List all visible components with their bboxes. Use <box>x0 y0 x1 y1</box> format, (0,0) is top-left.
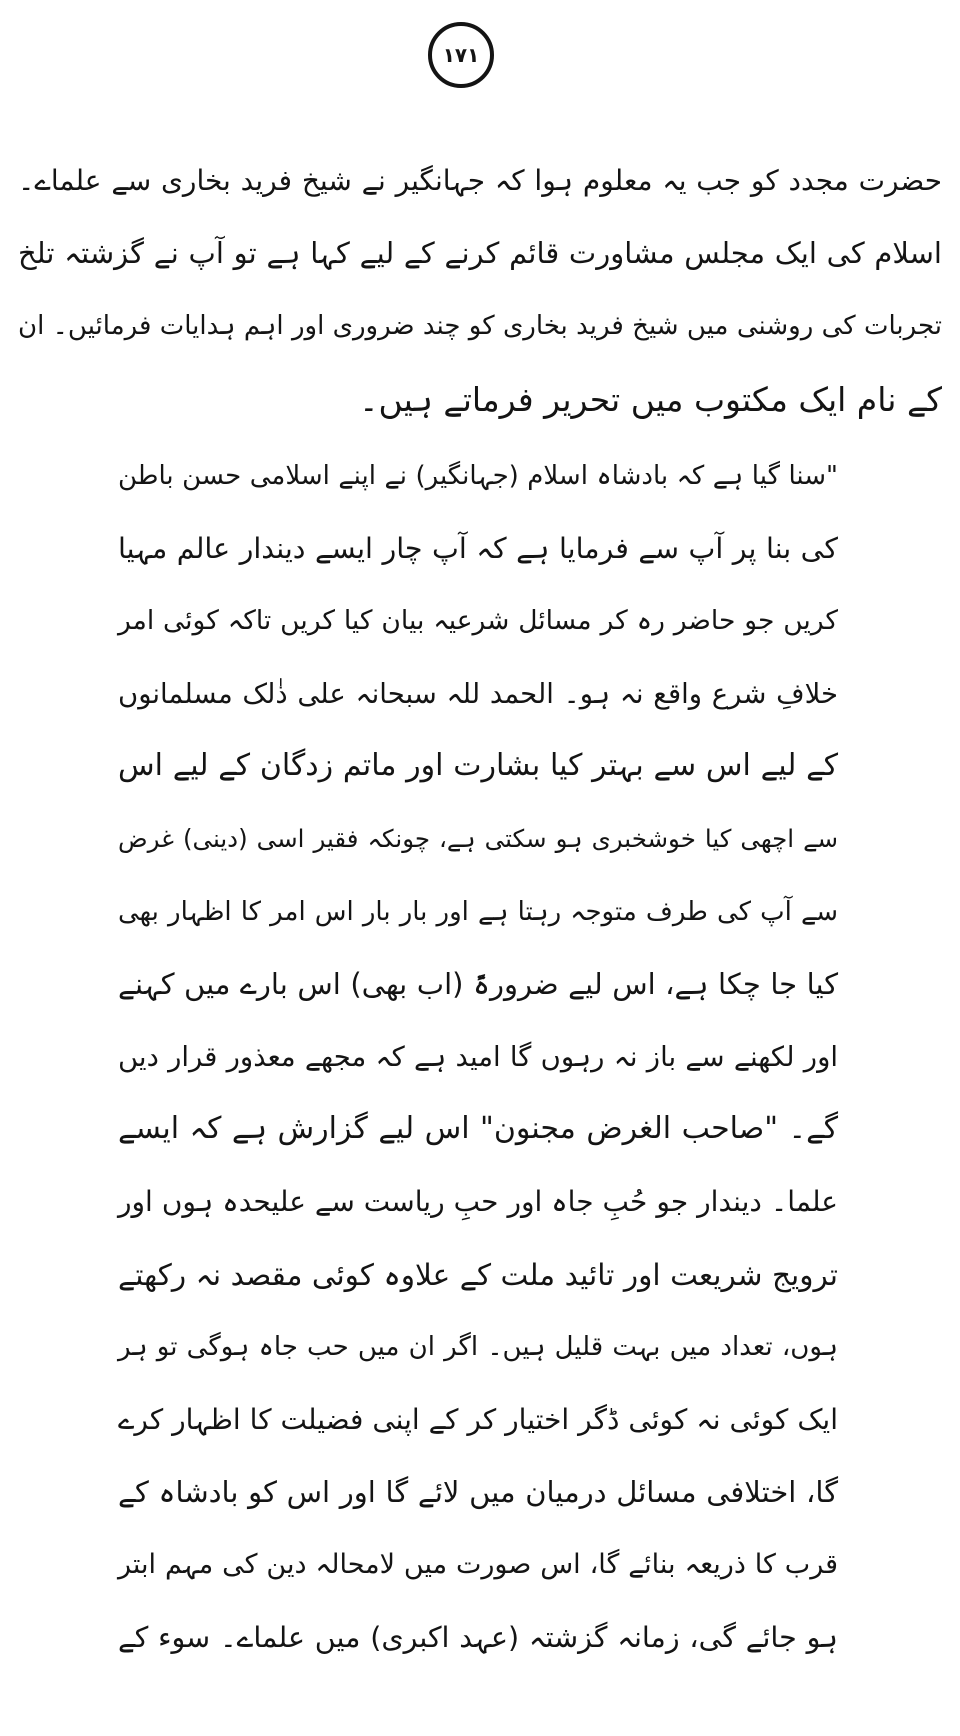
quote-line: کی بنا پر آپ سے فرمایا ہے کہ آپ چار ایسے دیندار عالم مہیا <box>118 531 838 565</box>
intro-line: اسلام کی ایک مجلس مشاورت قائم کرنے کے لیے کہا ہے تو آپ نے گزشتہ تلخ <box>18 236 942 270</box>
quote-line: ایک کوئی نہ کوئی ڈگر اختیار کر کے اپنی فضیلت کا اظہار کرے <box>118 1402 838 1436</box>
quote-line: کیا جا چکا ہے، اس لیے ضرورۃً (اب بھی) اس بارے میں کہنے <box>118 967 838 1002</box>
quote-line: قرب کا ذریعہ بنائے گا، اس صورت میں لامحالہ دین کی مہم ابتر <box>118 1548 838 1580</box>
quote-line: "سنا گیا ہے کہ بادشاہ اسلام (جہانگیر) نے اپنے اسلامی حسن باطن <box>118 461 838 491</box>
intro-line: تجربات کی روشنی میں شیخ فرید بخاری کو چند ضروری اور اہم ہدایات فرمائیں۔ ان <box>18 311 942 341</box>
quote-line: سے آپ کی طرف متوجہ رہتا ہے اور بار بار اس امر کا اظہار بھی <box>118 896 838 927</box>
page-number-badge <box>428 22 494 88</box>
quote-line: ہوں، تعداد میں بہت قلیل ہیں۔ اگر ان میں حب جاہ ہوگی تو ہر <box>118 1332 838 1363</box>
quote-line: کریں جو حاضر رہ کر مسائل شرعیہ بیان کیا کریں تاکہ کوئی امر <box>118 605 838 637</box>
quote-line: سے اچھی کیا خوشخبری ہو سکتی ہے، چونکہ فقیر اسی (دینی) غرض <box>118 823 838 853</box>
quote-line: کے لیے اس سے بہتر کیا بشارت اور ماتم زدگان کے لیے اس <box>118 748 838 784</box>
quote-line: گے۔ "صاحب الغرض مجنون" اس لیے گزارش ہے کہ ایسے <box>118 1111 838 1147</box>
quote-line: ترویج شریعت اور تائید ملت کے علاوہ کوئی مقصد نہ رکھتے <box>118 1257 838 1292</box>
quote-line: خلافِ شرع واقع نہ ہو۔ الحمد للہ سبحانہ علی ذٰلک مسلمانوں <box>118 677 838 710</box>
quote-line: ہو جائے گی، زمانہ گزشتہ (عہد اکبری) میں علماے۔ سوء کے <box>118 1620 838 1654</box>
quote-line: علما۔ دیندار جو حُبِ جاہ اور حبِ ریاست سے علیحدہ ہوں اور <box>118 1184 838 1218</box>
quote-line: گا، اختلافی مسائل درمیان میں لائے گا اور اس کو بادشاہ کے <box>118 1475 838 1510</box>
quote-line: اور لکھنے سے باز نہ رہوں گا امید ہے کہ مجھے معذور قرار دیں <box>118 1040 838 1073</box>
page-number: ۱۷۱ <box>442 43 480 67</box>
quoted-letter <box>118 440 838 1674</box>
intro-paragraph <box>18 144 942 436</box>
intro-line: کے نام ایک مکتوب میں تحریر فرماتے ہیں۔ <box>359 380 942 419</box>
intro-line: حضرت مجدد کو جب یہ معلوم ہوا کہ جہانگیر نے شیخ فرید بخاری سے علماے۔ <box>18 164 942 197</box>
